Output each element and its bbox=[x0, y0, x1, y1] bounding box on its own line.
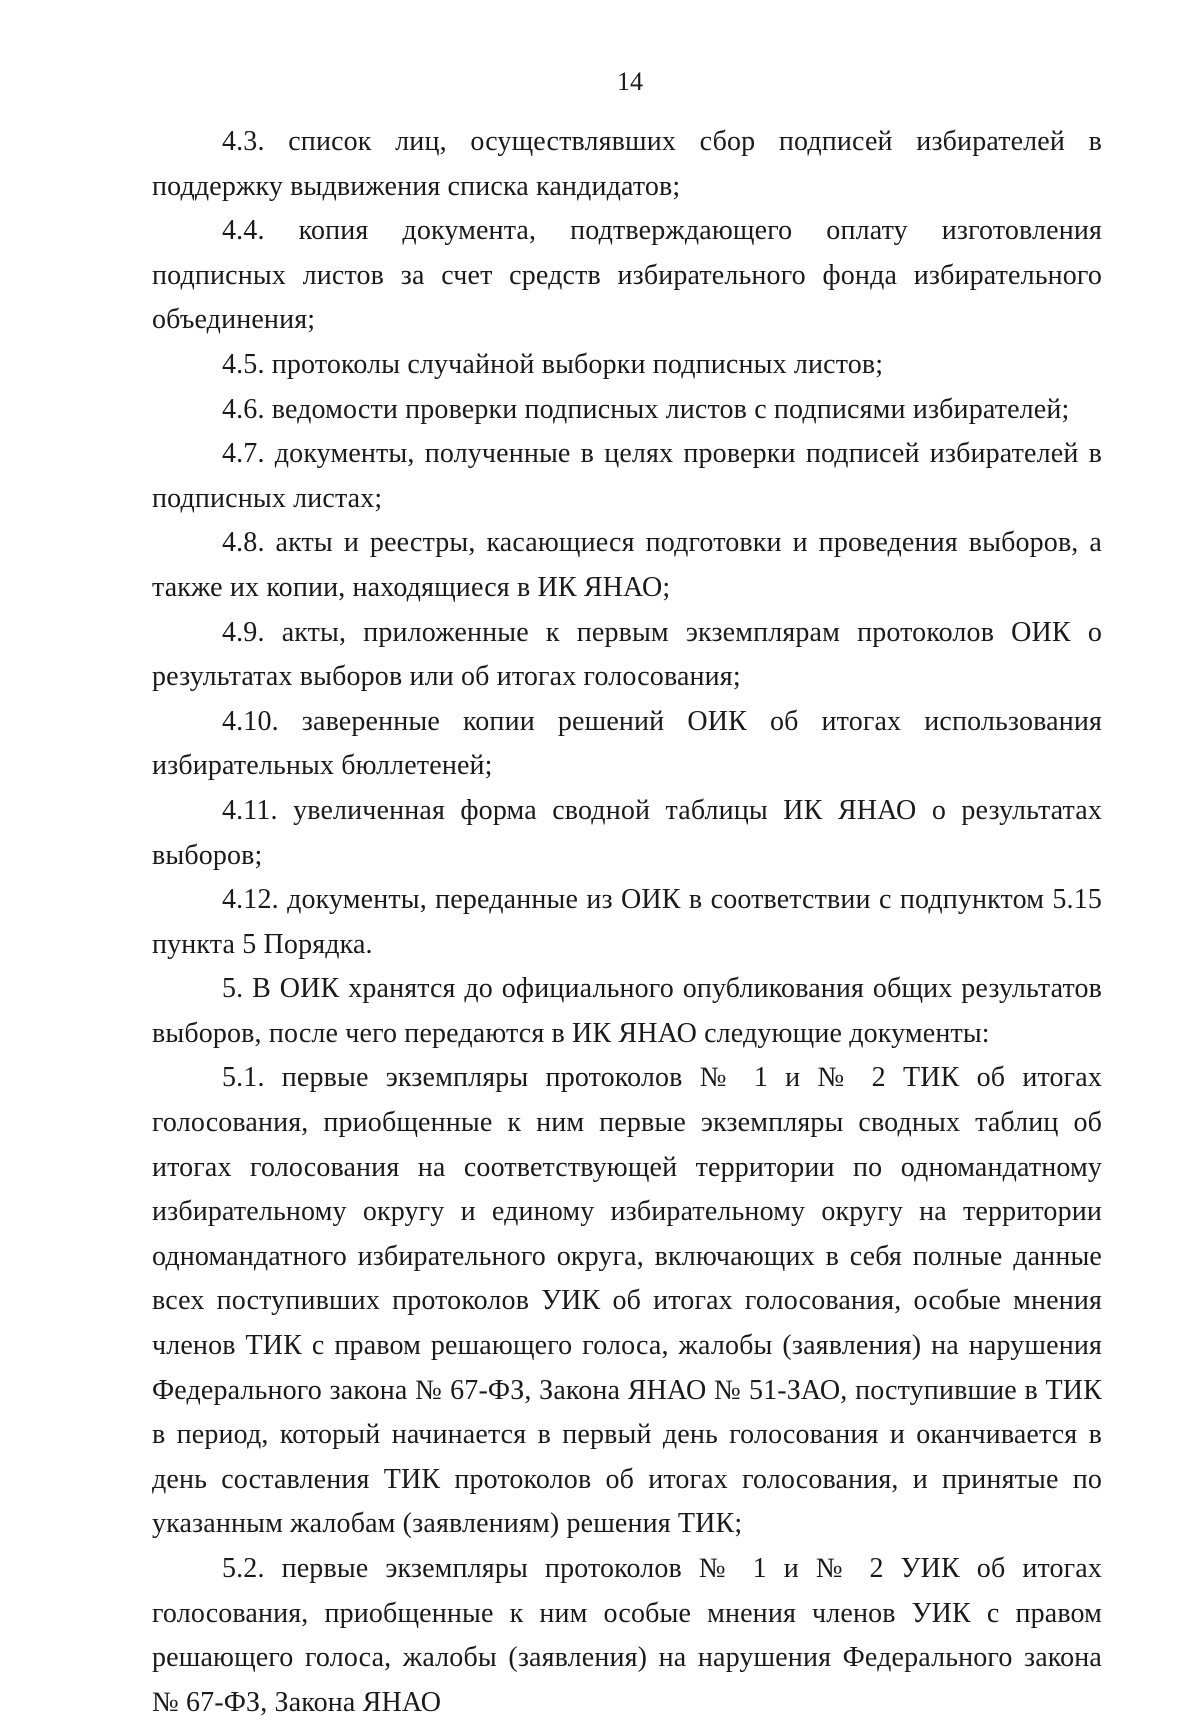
paragraph-4-3: 4.3. список лиц, осуществлявших сбор подписей избирателей в поддержку выдвижения списка кандидатов; bbox=[152, 126, 1102, 202]
page-number: 14 bbox=[617, 67, 643, 96]
paragraph-4-7: 4.7. документы, полученные в целях проверки подписей избирателей в подписных листах; bbox=[152, 438, 1102, 514]
paragraph-4-8: 4.8. акты и реестры, касающиеся подготовки и проведения выборов, а также их копии, находящиеся в ИК ЯНАО; bbox=[152, 527, 1102, 603]
paragraph-4-10: 4.10. заверенные копии решений ОИК об итогах использования избирательных бюллетеней; bbox=[152, 705, 1102, 782]
paragraph-5-1: 5.1. первые экземпляры протоколов № 1 и № 2 ТИК об итогах голосования, приобщенные к ним первые экземпляры сводных таблиц об итогах голосования на соответствующей территории по одномандатному избирательному округу и единому избирательному округу на территории одномандатного избирательного округа, включающих в себя полные данные всех поступивших протоколов УИК об итогах голосования, особые мнения членов ТИК с правом решающего голоса, жалобы (заявления) на нарушения Федерального закона № 67-ФЗ, Закона ЯНАО № 51-ЗАО, поступившие в ТИК в период, который начинается в первый день голосования и оканчивается в день составления ТИК протоколов об итогах голосования, и принятые по указанным жалобам (заявлениям) решения ТИК; bbox=[152, 1062, 1102, 1540]
paragraph-4-12: 4.12. документы, переданные из ОИК в соответствии с подпунктом 5.15 пункта 5 Порядка. bbox=[152, 884, 1102, 960]
paragraph-4-6: 4.6. ведомости проверки подписных листов с подписями избирателей; bbox=[222, 393, 1070, 425]
paragraph-5-2: 5.2. первые экземпляры протоколов № 1 и № 2 УИК об итогах голосования, приобщенные к ним особые мнения членов УИК с правом решающего голоса, жалобы (заявления) на нарушения Федерального закона № 67-ФЗ, Закона ЯНАО bbox=[152, 1553, 1102, 1718]
paragraph-5: 5. В ОИК хранятся до официального опубликования общих результатов выборов, после чего передаются в ИК ЯНАО следующие документы: bbox=[152, 973, 1102, 1049]
paragraph-4-5: 4.5. протоколы случайной выборки подписных листов; bbox=[222, 348, 884, 380]
paragraph-4-11: 4.11. увеличенная форма сводной таблицы ИК ЯНАО о результатах выборов; bbox=[152, 794, 1102, 871]
document-body bbox=[152, 120, 1102, 1725]
paragraph-4-4: 4.4. копия документа, подтверждающего оплату изготовления подписных листов за счет средств избирательного фонда избирательного объединения; bbox=[152, 215, 1102, 336]
paragraph-4-9: 4.9. акты, приложенные к первым экземплярам протоколов ОИК о результатах выборов или об итогах голосования; bbox=[152, 616, 1102, 693]
